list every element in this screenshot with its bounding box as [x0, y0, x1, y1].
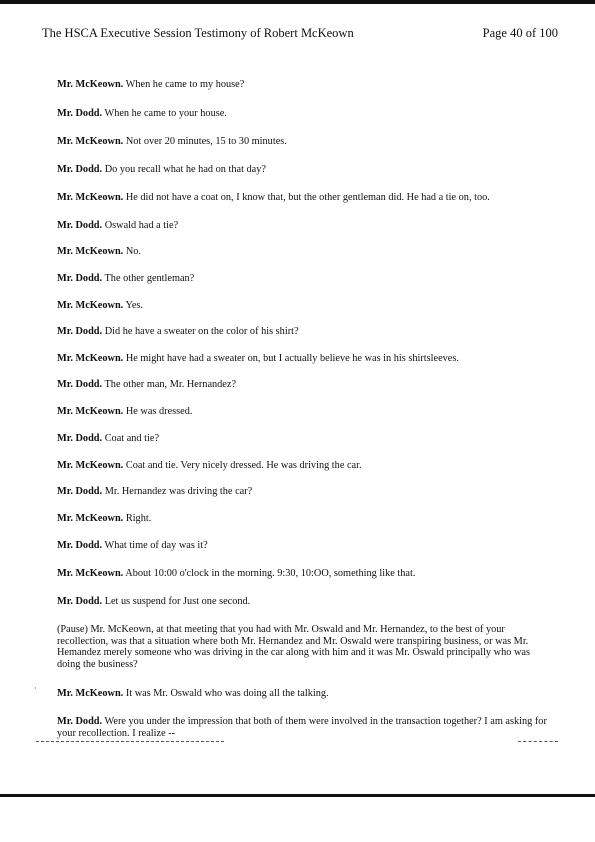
speaker-label: Mr. McKeown. [57, 192, 124, 204]
entry-text: About 10:00 o'clock in the morning. 9:30, 10:OO, something like that. [125, 568, 416, 580]
margin-mark: · [34, 684, 37, 693]
entry-text: What time of day was it? [104, 540, 208, 552]
transcript-entry [57, 716, 547, 739]
transcript-entry [57, 79, 547, 91]
entry-text: When he came to my house? [125, 79, 245, 91]
speaker-label: Mr. Dodd. [57, 379, 103, 391]
entry-text: (Pause) Mr. McKeown, at that meeting that you had with Mr. Oswald and Mr. Hernandez, to the best of your recollection, was that a situation where both Mr. Hernandez and Mr. Oswald were transpiring business, or was Mr. Hemandez merely someone who was driving in the car along with him and it was Mr. Oswald principally who was doing the business? [57, 624, 530, 671]
entry-text: He was dressed. [125, 406, 193, 418]
entry-text: Do you recall what he had on that day? [104, 164, 266, 176]
transcript-entry [57, 108, 547, 120]
entry-text: It was Mr. Oswald who was doing all the talking. [125, 688, 329, 700]
entry-text: Oswald had a tie? [104, 220, 179, 232]
speaker-label: Mr. Dodd. [57, 220, 103, 232]
speaker-label: Mr. Dodd. [57, 596, 103, 608]
entry-text: Coat and tie? [104, 433, 160, 445]
speaker-label: Mr. McKeown. [57, 246, 124, 258]
speaker-label: Mr. McKeown. [57, 300, 124, 312]
page-number: Page 40 of 100 [482, 26, 558, 40]
transcript-entry [57, 353, 547, 365]
speaker-label: Mr. Dodd. [57, 433, 103, 445]
entry-text: Mr. Hernandez was driving the car? [104, 486, 253, 498]
entry-text: Coat and tie. Very nicely dressed. He was driving the car. [125, 460, 362, 472]
speaker-label: Mr. Dodd. [57, 326, 103, 338]
entry-text: The other man, Mr. Hernandez? [104, 379, 237, 391]
transcript-entry [57, 220, 547, 232]
transcript-entry [57, 433, 547, 445]
entry-text: No. [125, 246, 141, 258]
transcript-entry [57, 486, 547, 498]
entry-text: Were you under the impression that both of them were involved in the transaction together? I am asking for your recollection. I realize -- [57, 716, 547, 739]
entry-text: When he came to your house. [104, 108, 227, 120]
document-title: The HSCA Executive Session Testimony of Robert McKeown [42, 26, 354, 40]
transcript-entry [57, 688, 547, 700]
speaker-label: Mr. Dodd. [57, 273, 103, 285]
entry-text: Right. [125, 513, 152, 525]
entry-text: Yes. [125, 300, 144, 312]
transcript-entry [57, 192, 547, 204]
transcript-entry [57, 164, 547, 176]
speaker-label: Mr. McKeown. [57, 406, 124, 418]
transcript-entry [57, 596, 547, 608]
transcript-entry [57, 326, 547, 338]
page-bottom-border [0, 794, 595, 797]
transcript-entry [57, 624, 547, 670]
entry-text: He did not have a coat on, I know that, but the other gentleman did. He had a tie on, too. [125, 192, 490, 204]
speaker-label: Mr. Dodd. [57, 486, 103, 498]
page-header [42, 26, 558, 42]
footer-dashed-rule-left [36, 741, 224, 742]
transcript-entry [57, 300, 547, 312]
speaker-label: Mr. Dodd. [57, 164, 103, 176]
speaker-label: Mr. McKeown. [57, 79, 124, 91]
entry-text: The other gentleman? [104, 273, 195, 285]
transcript-entry [57, 246, 547, 258]
transcript-entry [57, 406, 547, 418]
entry-text: Did he have a sweater on the color of his shirt? [104, 326, 299, 338]
speaker-label: Mr. McKeown. [57, 353, 124, 365]
transcript-entry [57, 513, 547, 525]
speaker-label: Mr. Dodd. [57, 716, 103, 728]
speaker-label: Mr. Dodd. [57, 108, 103, 120]
speaker-label: Mr. McKeown. [57, 460, 124, 472]
entry-text: Not over 20 minutes, 15 to 30 minutes. [125, 136, 287, 148]
transcript-entry [57, 568, 547, 580]
speaker-label: Mr. McKeown. [57, 136, 124, 148]
entry-text: Let us suspend for Just one second. [104, 596, 251, 608]
entry-text: He might have had a sweater on, but I actually believe he was in his shirtsleeves. [125, 353, 459, 365]
page-top-border [0, 0, 595, 4]
transcript-entry [57, 273, 547, 285]
speaker-label: Mr. McKeown. [57, 568, 124, 580]
footer-dashed-rule-right [518, 741, 558, 742]
transcript-entry [57, 540, 547, 552]
speaker-label: Mr. McKeown. [57, 688, 124, 700]
transcript-entry [57, 460, 547, 472]
speaker-label: Mr. Dodd. [57, 540, 103, 552]
speaker-label: Mr. McKeown. [57, 513, 124, 525]
transcript-entry [57, 136, 547, 148]
transcript-entry [57, 379, 547, 391]
